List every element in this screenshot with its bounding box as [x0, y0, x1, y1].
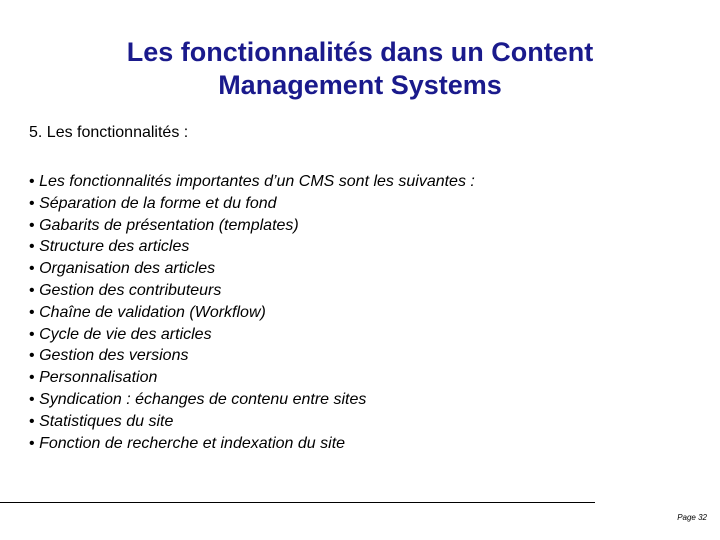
bullet-item [29, 258, 475, 280]
bullet-item [29, 345, 475, 367]
bullet-item [29, 411, 475, 433]
bullet-item [29, 389, 475, 411]
slide-title [0, 36, 720, 102]
bullet-mark: • [29, 260, 35, 278]
footer-divider [0, 502, 595, 503]
bullet-mark: • [29, 347, 35, 365]
bullet-item [29, 236, 475, 258]
page-number: Page 32 [677, 513, 707, 522]
bullet-mark: • [29, 369, 35, 387]
bullet-text: Structure des articles [39, 238, 190, 256]
bullet-item [29, 171, 475, 193]
bullet-text: Fonction de recherche et indexation du site [39, 434, 346, 452]
bullet-text: Organisation des articles [39, 260, 216, 278]
bullet-item [29, 302, 475, 324]
bullet-item [29, 280, 475, 302]
bullet-text: Gestion des versions [39, 347, 189, 365]
bullet-mark: • [29, 325, 35, 343]
bullet-mark: • [29, 390, 35, 408]
bullet-text: Cycle de vie des articles [39, 325, 212, 343]
bullet-text: Les fonctionnalités importantes d’un CMS sont les suivantes : [39, 173, 475, 190]
bullet-text: Gabarits de présentation (templates) [39, 216, 299, 234]
bullet-text: Syndication : échanges de contenu entre sites [39, 390, 367, 408]
bullet-mark: • [29, 434, 35, 452]
bullet-text: Séparation de la forme et du fond [39, 194, 277, 212]
bullet-mark: • [29, 216, 35, 234]
slide-title-line-1: Les fonctionnalités dans un Content [126, 37, 594, 67]
bullet-text: Personnalisation [39, 369, 158, 387]
bullet-item [29, 215, 475, 237]
bullet-mark: • [29, 194, 35, 212]
bullet-list [29, 171, 475, 454]
bullet-text: Chaîne de validation (Workflow) [39, 303, 266, 321]
bullet-mark: • [29, 303, 35, 321]
bullet-item [29, 433, 475, 455]
bullet-mark: • [29, 281, 35, 299]
bullet-mark: • [29, 412, 35, 430]
bullet-item [29, 324, 475, 346]
bullet-text: Statistiques du site [39, 412, 174, 430]
bullet-item [29, 367, 475, 389]
bullet-text: Gestion des contributeurs [39, 281, 222, 299]
bullet-mark: • [29, 238, 35, 256]
section-heading: 5. Les fonctionnalités : [29, 124, 189, 141]
bullet-item [29, 193, 475, 215]
bullet-mark: • [29, 173, 35, 190]
slide-title-line-2: Management Systems [218, 70, 502, 100]
